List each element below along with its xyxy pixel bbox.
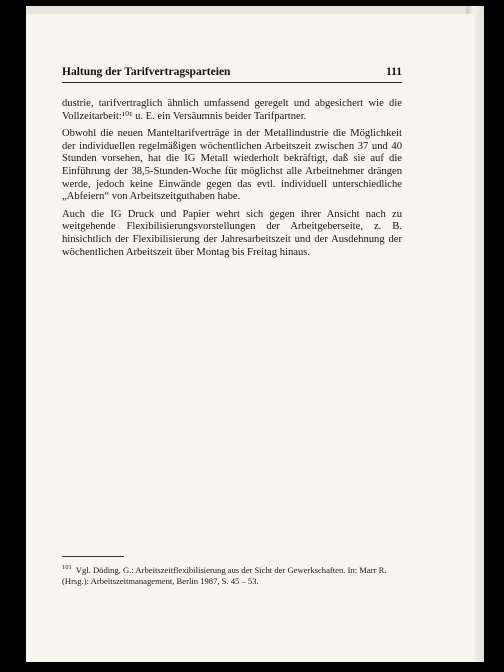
paragraph-3: Auch die IG Druck und Papier wehrt sich gegen ihrer Ansicht nach zu weitgehende Flexibilisierungsvorstellungen der Arbeitgeberseite, z. B. hinsichtlich der Flexibilisierung der Jahresarbeitszeit und der Ausdehnung der wöchentlichen Arbeitszeit über Montag bis Freitag hinaus.: [62, 208, 402, 258]
paragraph-2: Obwohl die neuen Manteltarifverträge in der Metallindustrie die Möglichkeit der individuellen regelmäßigen wöchentlichen Arbeitszeit zwischen 37 und 40 Stunden vorsehen, hat die IG Metall wiederholt bekräftigt, daß sie auf die Einführung der 38,5-Stunden-Woche für möglichst alle Arbeitnehmer drängen werde, jedoch keine Einwände gegen das evtl. individuell unterschiedliche „Abfeiern“ von Arbeitszeitguthaben habe.: [62, 128, 402, 203]
paragraph-1: dustrie, tarifvertraglich ähnlich umfassend geregelt und abgesichert wie die Vollzeitarbeit:¹⁰¹ u. E. ein Versäumnis beider Tarifpartner.: [62, 98, 402, 122]
page-edge-top: [26, 6, 484, 14]
footnote-rule: [62, 556, 124, 557]
page-number: 111: [386, 66, 402, 78]
running-title: Haltung der Tarifvertragsparteien: [62, 66, 231, 78]
footnote-mark: 101: [62, 564, 72, 571]
body-text: [62, 98, 402, 264]
footnote: [62, 562, 402, 588]
header-rule: [62, 82, 402, 83]
footnote-text: Vgl. Döding, G.: Arbeitszeitflexibilisierung aus der Sicht der Gewerkschaften. In: Marr R. (Hrsg.): Arbeitszeitmanagement, Berlin 1987, S. 45 – 53.: [62, 564, 387, 587]
